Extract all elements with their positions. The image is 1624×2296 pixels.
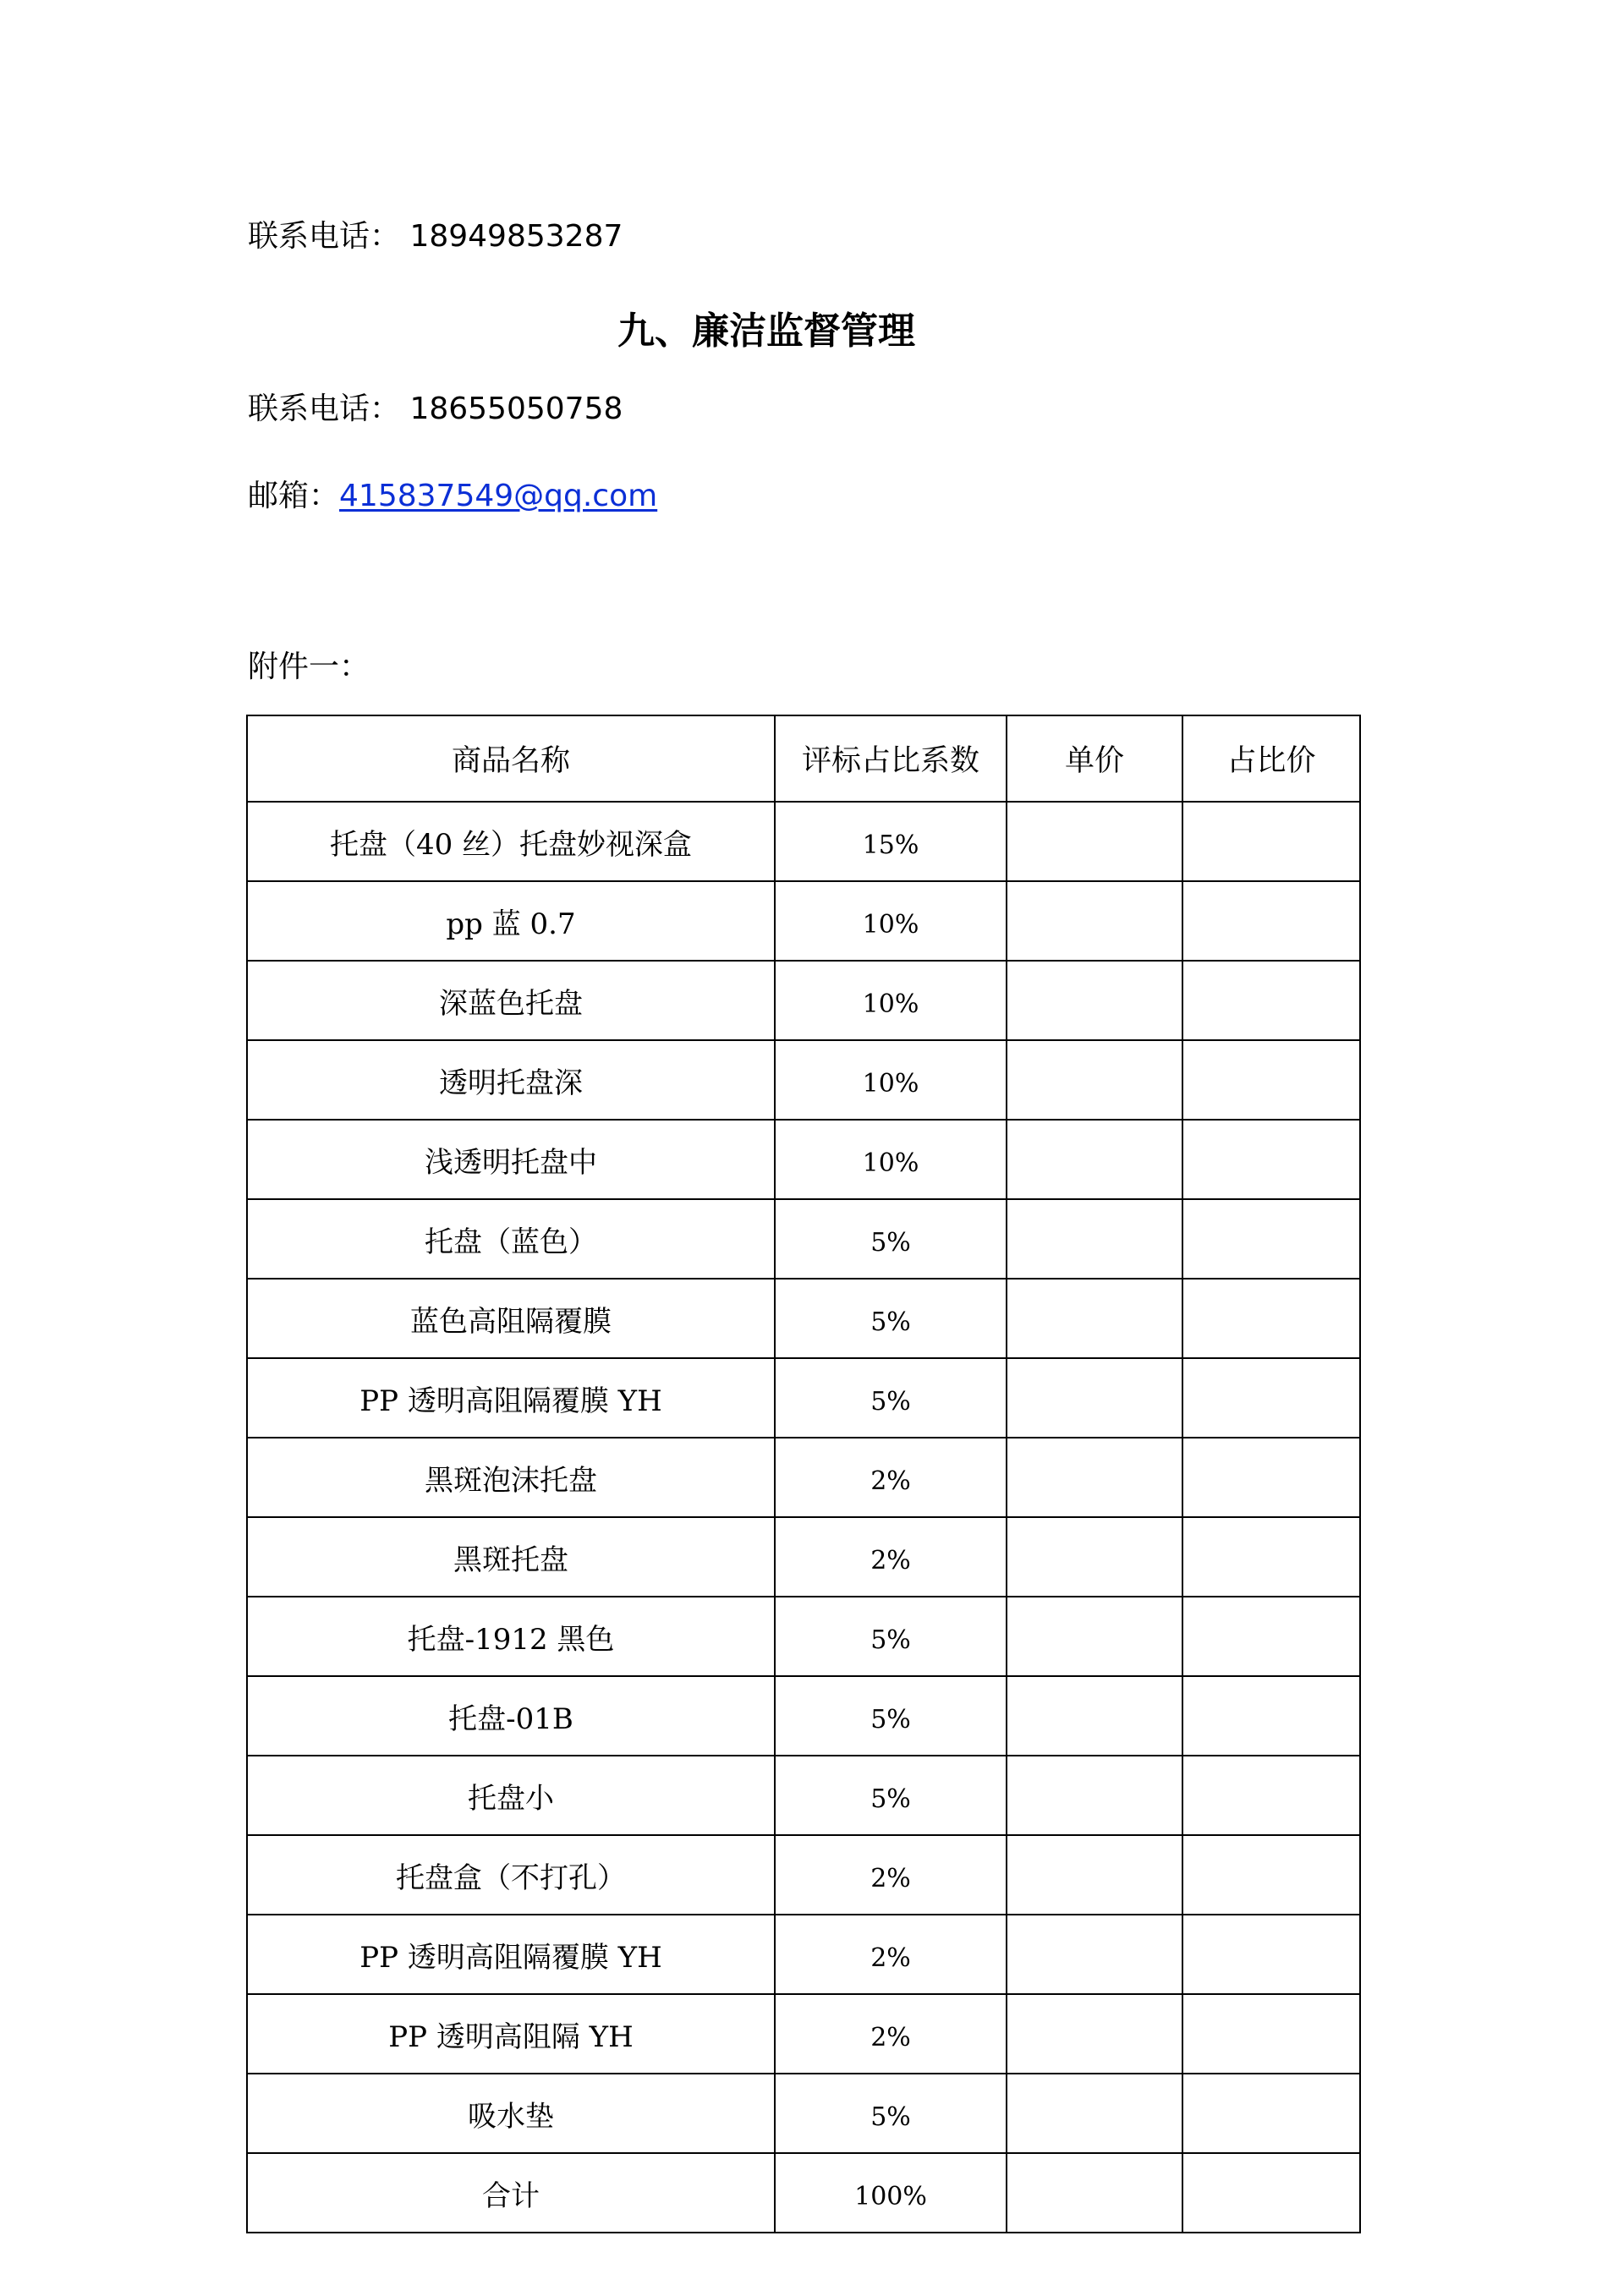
table-row [247, 2074, 1360, 2153]
cell-weighted-price[interactable] [1182, 1438, 1360, 1517]
cell-unit-price[interactable] [1007, 1915, 1182, 1994]
cell-weighted-price[interactable] [1182, 1915, 1360, 1994]
cell-weighted-price[interactable] [1182, 802, 1360, 881]
cell-weight-coefficient: 5% [775, 1756, 1007, 1835]
cell-weighted-price[interactable] [1182, 1120, 1360, 1199]
cell-product-name: 浅透明托盘中 [247, 1120, 775, 1199]
cell-unit-price[interactable] [1007, 1120, 1182, 1199]
cell-product-name: pp 蓝 0.7 [247, 881, 775, 961]
cell-weight-coefficient: 5% [775, 1279, 1007, 1358]
cell-weight-coefficient: 5% [775, 1199, 1007, 1279]
table-row [247, 1358, 1360, 1438]
cell-weighted-price[interactable] [1182, 1199, 1360, 1279]
cell-weighted-price[interactable] [1182, 1358, 1360, 1438]
header-weighted-price: 占比价 [1182, 715, 1360, 802]
section-title: 九、廉洁监督管理 [617, 310, 915, 353]
cell-unit-price[interactable] [1007, 2153, 1182, 2233]
cell-weight-coefficient: 2% [775, 1517, 1007, 1597]
cell-weight-coefficient: 15% [775, 802, 1007, 881]
cell-weight-coefficient: 5% [775, 2074, 1007, 2153]
cell-unit-price[interactable] [1007, 881, 1182, 961]
cell-unit-price[interactable] [1007, 1994, 1182, 2074]
table-row [247, 2153, 1360, 2233]
cell-unit-price[interactable] [1007, 961, 1182, 1040]
cell-weight-coefficient: 2% [775, 1438, 1007, 1517]
table-row [247, 1199, 1360, 1279]
table-row [247, 1994, 1360, 2074]
cell-product-name: 深蓝色托盘 [247, 961, 775, 1040]
cell-weight-coefficient: 5% [775, 1358, 1007, 1438]
cell-product-name: 黑斑托盘 [247, 1517, 775, 1597]
cell-unit-price[interactable] [1007, 1040, 1182, 1120]
cell-product-name: 托盘小 [247, 1756, 775, 1835]
email-line [248, 478, 657, 514]
cell-weighted-price[interactable] [1182, 1517, 1360, 1597]
cell-unit-price[interactable] [1007, 1199, 1182, 1279]
cell-weight-coefficient: 10% [775, 1040, 1007, 1120]
table-row [247, 961, 1360, 1040]
header-unit-price: 单价 [1007, 715, 1182, 802]
cell-weighted-price[interactable] [1182, 1756, 1360, 1835]
cell-unit-price[interactable] [1007, 802, 1182, 881]
email-link[interactable]: 415837549@qq.com [339, 479, 658, 513]
cell-weight-coefficient: 5% [775, 1597, 1007, 1676]
cell-product-name: PP 透明高阻隔覆膜 YH [247, 1358, 775, 1438]
table-row [247, 1517, 1360, 1597]
cell-unit-price[interactable] [1007, 1438, 1182, 1517]
cell-product-name: 托盘-01B [247, 1676, 775, 1756]
table-row [247, 1756, 1360, 1835]
cell-product-name: 托盘盒（不打孔） [247, 1835, 775, 1915]
table-row [247, 1835, 1360, 1915]
cell-weighted-price[interactable] [1182, 2074, 1360, 2153]
cell-product-name: 黑斑泡沫托盘 [247, 1438, 775, 1517]
cell-weight-coefficient: 10% [775, 881, 1007, 961]
cell-weight-coefficient: 2% [775, 1915, 1007, 1994]
table-row [247, 1597, 1360, 1676]
cell-weight-coefficient: 100% [775, 2153, 1007, 2233]
cell-product-name: 托盘（蓝色） [247, 1199, 775, 1279]
cell-product-name: 透明托盘深 [247, 1040, 775, 1120]
table-row [247, 881, 1360, 961]
cell-weighted-price[interactable] [1182, 1279, 1360, 1358]
table-row [247, 1120, 1360, 1199]
header-weight-coefficient: 评标占比系数 [775, 715, 1007, 802]
cell-weighted-price[interactable] [1182, 881, 1360, 961]
cell-weight-coefficient: 5% [775, 1676, 1007, 1756]
cell-product-name: 蓝色高阻隔覆膜 [247, 1279, 775, 1358]
cell-weight-coefficient: 2% [775, 1994, 1007, 2074]
header-product-name: 商品名称 [247, 715, 775, 802]
price-table [246, 715, 1361, 2233]
table-row [247, 1438, 1360, 1517]
email-label: 邮箱： [248, 479, 340, 513]
cell-weighted-price[interactable] [1182, 961, 1360, 1040]
cell-unit-price[interactable] [1007, 1517, 1182, 1597]
cell-unit-price[interactable] [1007, 1279, 1182, 1358]
cell-unit-price[interactable] [1007, 1676, 1182, 1756]
table-body [247, 802, 1360, 2233]
cell-weighted-price[interactable] [1182, 1597, 1360, 1676]
cell-unit-price[interactable] [1007, 2074, 1182, 2153]
cell-weighted-price[interactable] [1182, 1994, 1360, 2074]
cell-weighted-price[interactable] [1182, 1040, 1360, 1120]
cell-weighted-price[interactable] [1182, 1835, 1360, 1915]
table-row [247, 1915, 1360, 1994]
cell-weight-coefficient: 2% [775, 1835, 1007, 1915]
cell-product-name: 托盘-1912 黑色 [247, 1597, 775, 1676]
contact-phone-top: 联系电话： 18949853287 [248, 219, 623, 254]
table-row [247, 802, 1360, 881]
cell-weighted-price[interactable] [1182, 2153, 1360, 2233]
cell-weight-coefficient: 10% [775, 961, 1007, 1040]
cell-product-name: PP 透明高阻隔覆膜 YH [247, 1915, 775, 1994]
cell-unit-price[interactable] [1007, 1597, 1182, 1676]
cell-weight-coefficient: 10% [775, 1120, 1007, 1199]
contact-phone-supervision: 联系电话： 18655050758 [248, 392, 623, 426]
cell-product-name: 吸水垫 [247, 2074, 775, 2153]
cell-unit-price[interactable] [1007, 1835, 1182, 1915]
table-row [247, 1676, 1360, 1756]
cell-unit-price[interactable] [1007, 1358, 1182, 1438]
attachment-label: 附件一： [248, 649, 370, 684]
cell-product-name: 托盘（40 丝）托盘妙视深盒 [247, 802, 775, 881]
table-row [247, 1040, 1360, 1120]
table-header-row [247, 715, 1360, 802]
cell-product-name: PP 透明高阻隔 YH [247, 1994, 775, 2074]
cell-unit-price[interactable] [1007, 1756, 1182, 1835]
table-row [247, 1279, 1360, 1358]
cell-product-name: 合计 [247, 2153, 775, 2233]
cell-weighted-price[interactable] [1182, 1676, 1360, 1756]
